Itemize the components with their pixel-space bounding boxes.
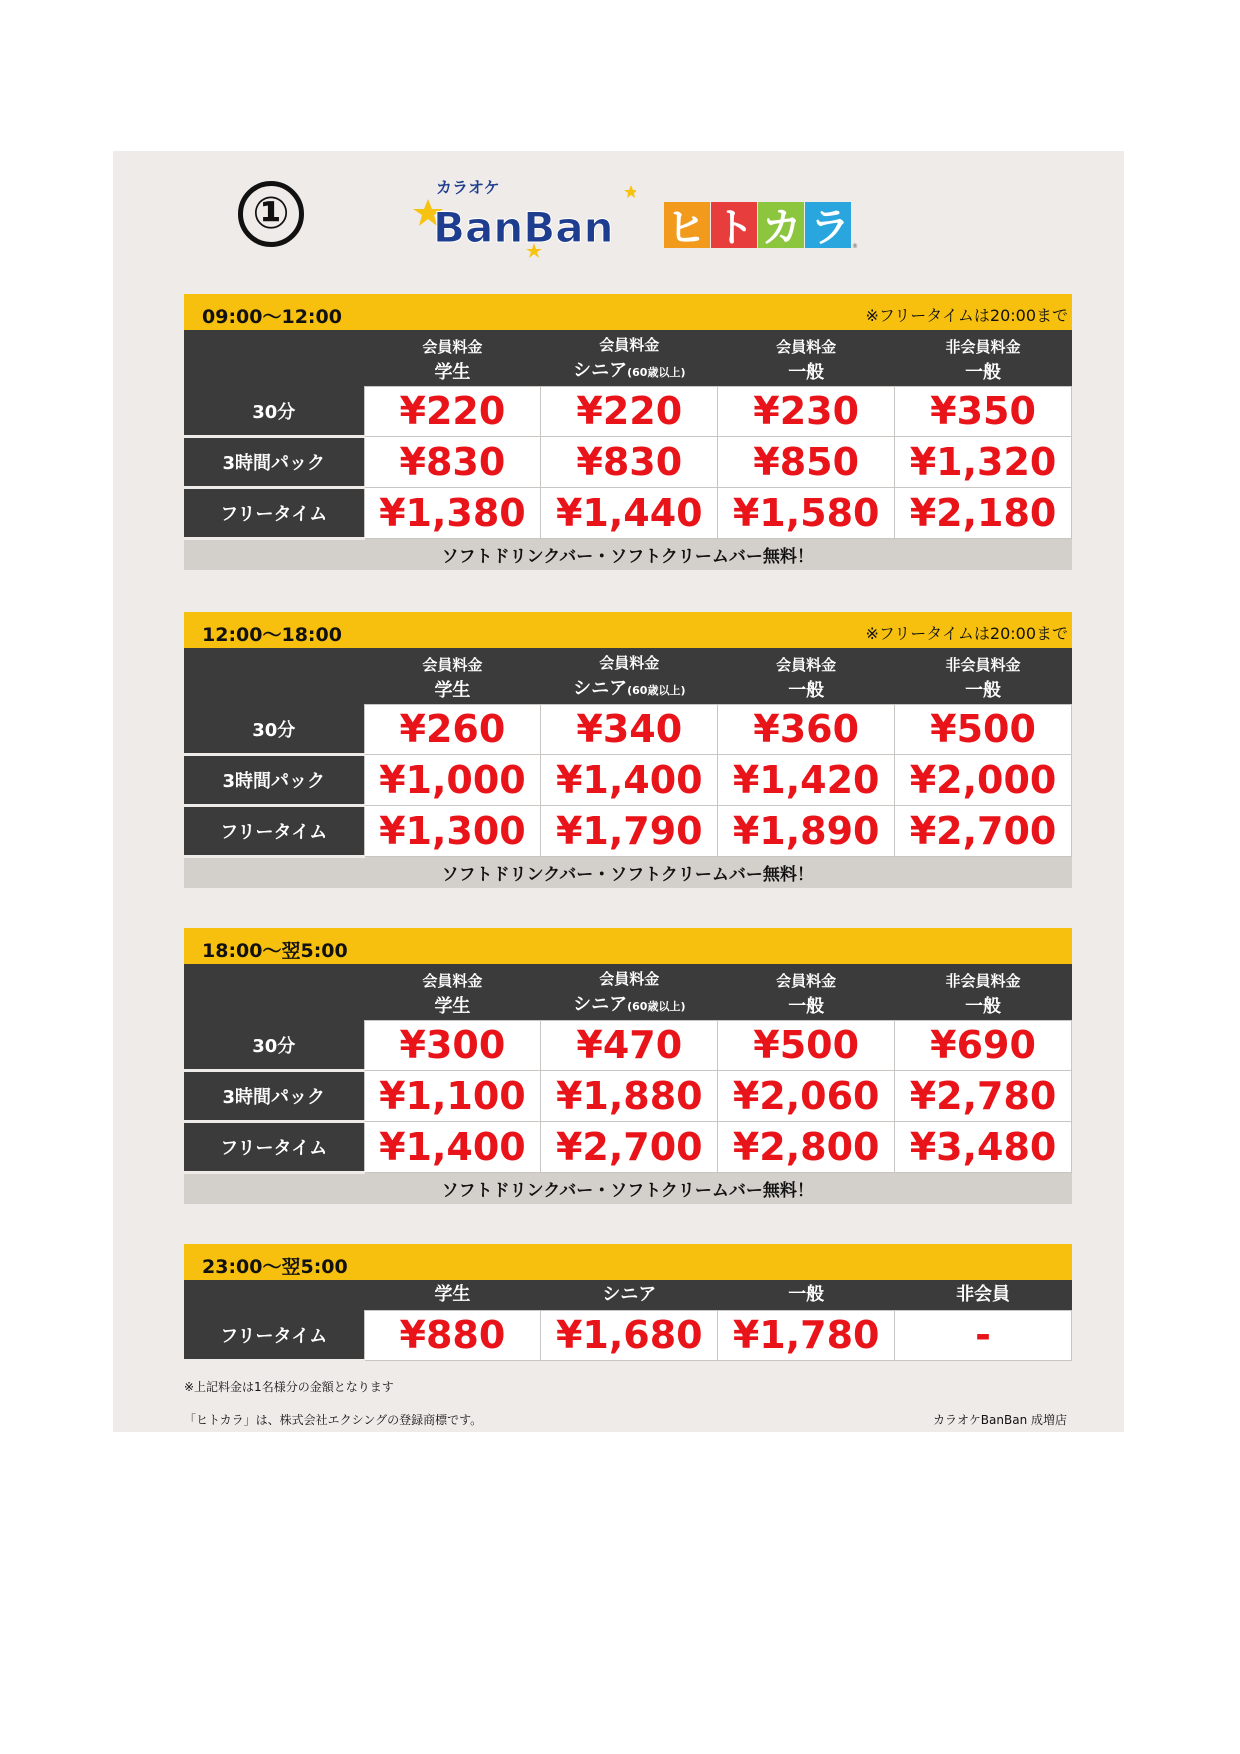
col-header-nonmember: 非会員料金 一般 — [895, 648, 1072, 705]
section-header — [184, 1244, 1072, 1280]
price-cell: ¥1,400 — [364, 1121, 541, 1172]
row-label: 30分 — [184, 705, 364, 755]
table-row — [184, 754, 1072, 805]
row-label: 3時間パック — [184, 754, 364, 805]
col-header-student: 会員料金 学生 — [364, 330, 541, 387]
table-row — [184, 436, 1072, 487]
price-cell: ¥690 — [895, 1021, 1072, 1071]
corner-cell — [184, 330, 364, 387]
price-cell: ¥1,580 — [718, 487, 895, 538]
rate-table — [184, 964, 1072, 1204]
col-header-general: 会員料金 一般 — [718, 964, 895, 1021]
price-cell: ¥340 — [541, 705, 718, 755]
col-header-senior: シニア — [541, 1280, 718, 1311]
price-cell: ¥2,060 — [718, 1070, 895, 1121]
price-cell: ¥360 — [718, 705, 895, 755]
column-header-row — [184, 648, 1072, 705]
rate-table — [184, 1280, 1072, 1362]
row-label: 30分 — [184, 387, 364, 437]
price-cell: ¥2,780 — [895, 1070, 1072, 1121]
drink-bar-note: ソフトドリンクバー・ソフトクリームバー無料！ — [184, 1172, 1072, 1204]
col-header-student: 会員料金 学生 — [364, 648, 541, 705]
price-cell: ¥1,320 — [895, 436, 1072, 487]
corner-cell — [184, 648, 364, 705]
rate-section-late-night — [184, 1244, 1072, 1362]
svg-text:®: ® — [852, 243, 858, 250]
row-label: 30分 — [184, 1021, 364, 1071]
section-time: 12:00～18:00 — [202, 624, 342, 646]
price-cell: ¥230 — [718, 387, 895, 437]
section-header — [184, 612, 1072, 648]
price-cell: ¥1,890 — [718, 805, 895, 856]
price-cell: ¥1,780 — [718, 1311, 895, 1361]
price-cell: - — [895, 1311, 1072, 1361]
table-row — [184, 1121, 1072, 1172]
freetime-note: ※フリータイムは20:00まで — [865, 624, 1068, 643]
price-cell: ¥830 — [364, 436, 541, 487]
banban-logo — [406, 177, 636, 259]
price-cell: ¥880 — [364, 1311, 541, 1361]
col-header-student: 会員料金 学生 — [364, 964, 541, 1021]
corner-cell — [184, 1280, 364, 1311]
corner-cell — [184, 964, 364, 1021]
row-label: フリータイム — [184, 1121, 364, 1172]
svg-text:カラオケ: カラオケ — [436, 178, 500, 197]
price-cell: ¥1,440 — [541, 487, 718, 538]
row-label: 3時間パック — [184, 1070, 364, 1121]
price-cell: ¥260 — [364, 705, 541, 755]
price-cell: ¥1,300 — [364, 805, 541, 856]
row-label: 3時間パック — [184, 436, 364, 487]
footer-row — [184, 856, 1072, 888]
section-time: 23:00～翌5:00 — [202, 1256, 348, 1278]
row-label: フリータイム — [184, 487, 364, 538]
price-cell: ¥850 — [718, 436, 895, 487]
store-name: カラオケBanBan 成増店 — [933, 1413, 1067, 1427]
column-header-row — [184, 330, 1072, 387]
footer-row — [184, 1172, 1072, 1204]
per-person-note: ※上記料金は1名様分の金額となります — [184, 1380, 394, 1394]
price-cell: ¥500 — [895, 705, 1072, 755]
sheet-number: ① — [238, 181, 304, 247]
price-cell: ¥1,400 — [541, 754, 718, 805]
freetime-note: ※フリータイムは20:00まで — [865, 306, 1068, 325]
trademark-note: 「ヒトカラ」は、株式会社エクシングの登録商標です。 — [184, 1413, 483, 1427]
col-header-senior: 会員料金 シニア(60歳以上) — [541, 330, 718, 387]
price-cell: ¥500 — [718, 1021, 895, 1071]
price-cell: ¥300 — [364, 1021, 541, 1071]
table-row — [184, 805, 1072, 856]
section-time: 18:00～翌5:00 — [202, 940, 348, 962]
price-cell: ¥2,700 — [895, 805, 1072, 856]
price-cell: ¥470 — [541, 1021, 718, 1071]
section-header — [184, 294, 1072, 330]
price-cell: ¥2,700 — [541, 1121, 718, 1172]
price-cell: ¥1,380 — [364, 487, 541, 538]
section-time: 09:00～12:00 — [202, 306, 342, 328]
row-label: フリータイム — [184, 1311, 364, 1361]
price-cell: ¥830 — [541, 436, 718, 487]
price-sheet-panel — [113, 151, 1124, 1432]
price-cell: ¥1,880 — [541, 1070, 718, 1121]
price-cell: ¥1,000 — [364, 754, 541, 805]
hitokara-logo — [664, 200, 864, 252]
col-header-senior: 会員料金 シニア(60歳以上) — [541, 964, 718, 1021]
rate-section-afternoon — [184, 612, 1072, 888]
price-cell: ¥2,000 — [895, 754, 1072, 805]
price-cell: ¥2,800 — [718, 1121, 895, 1172]
drink-bar-note: ソフトドリンクバー・ソフトクリームバー無料！ — [184, 856, 1072, 888]
col-header-general: 会員料金 一般 — [718, 330, 895, 387]
table-row — [184, 1311, 1072, 1361]
col-header-general: 一般 — [718, 1280, 895, 1311]
rate-section-morning — [184, 294, 1072, 570]
svg-text:ヒトカラ: ヒトカラ — [666, 205, 850, 251]
price-cell: ¥1,420 — [718, 754, 895, 805]
price-cell: ¥1,680 — [541, 1311, 718, 1361]
col-header-student: 学生 — [364, 1280, 541, 1311]
rate-table — [184, 330, 1072, 570]
svg-text:BanBan: BanBan — [433, 203, 614, 252]
table-row — [184, 705, 1072, 755]
price-cell: ¥220 — [541, 387, 718, 437]
col-header-nonmember: 非会員料金 一般 — [895, 964, 1072, 1021]
table-row — [184, 1070, 1072, 1121]
section-header — [184, 928, 1072, 964]
col-header-senior: 会員料金 シニア(60歳以上) — [541, 648, 718, 705]
col-header-general: 会員料金 一般 — [718, 648, 895, 705]
column-header-row — [184, 1280, 1072, 1311]
row-label: フリータイム — [184, 805, 364, 856]
col-header-nonmember: 非会員 — [895, 1280, 1072, 1311]
price-cell: ¥2,180 — [895, 487, 1072, 538]
price-cell: ¥350 — [895, 387, 1072, 437]
footer-row — [184, 538, 1072, 570]
column-header-row — [184, 964, 1072, 1021]
rate-section-night — [184, 928, 1072, 1204]
price-cell: ¥220 — [364, 387, 541, 437]
drink-bar-note: ソフトドリンクバー・ソフトクリームバー無料！ — [184, 538, 1072, 570]
rate-table — [184, 648, 1072, 888]
price-cell: ¥1,790 — [541, 805, 718, 856]
table-row — [184, 487, 1072, 538]
table-row — [184, 1021, 1072, 1071]
table-row — [184, 387, 1072, 437]
price-cell: ¥3,480 — [895, 1121, 1072, 1172]
col-header-nonmember: 非会員料金 一般 — [895, 330, 1072, 387]
price-cell: ¥1,100 — [364, 1070, 541, 1121]
